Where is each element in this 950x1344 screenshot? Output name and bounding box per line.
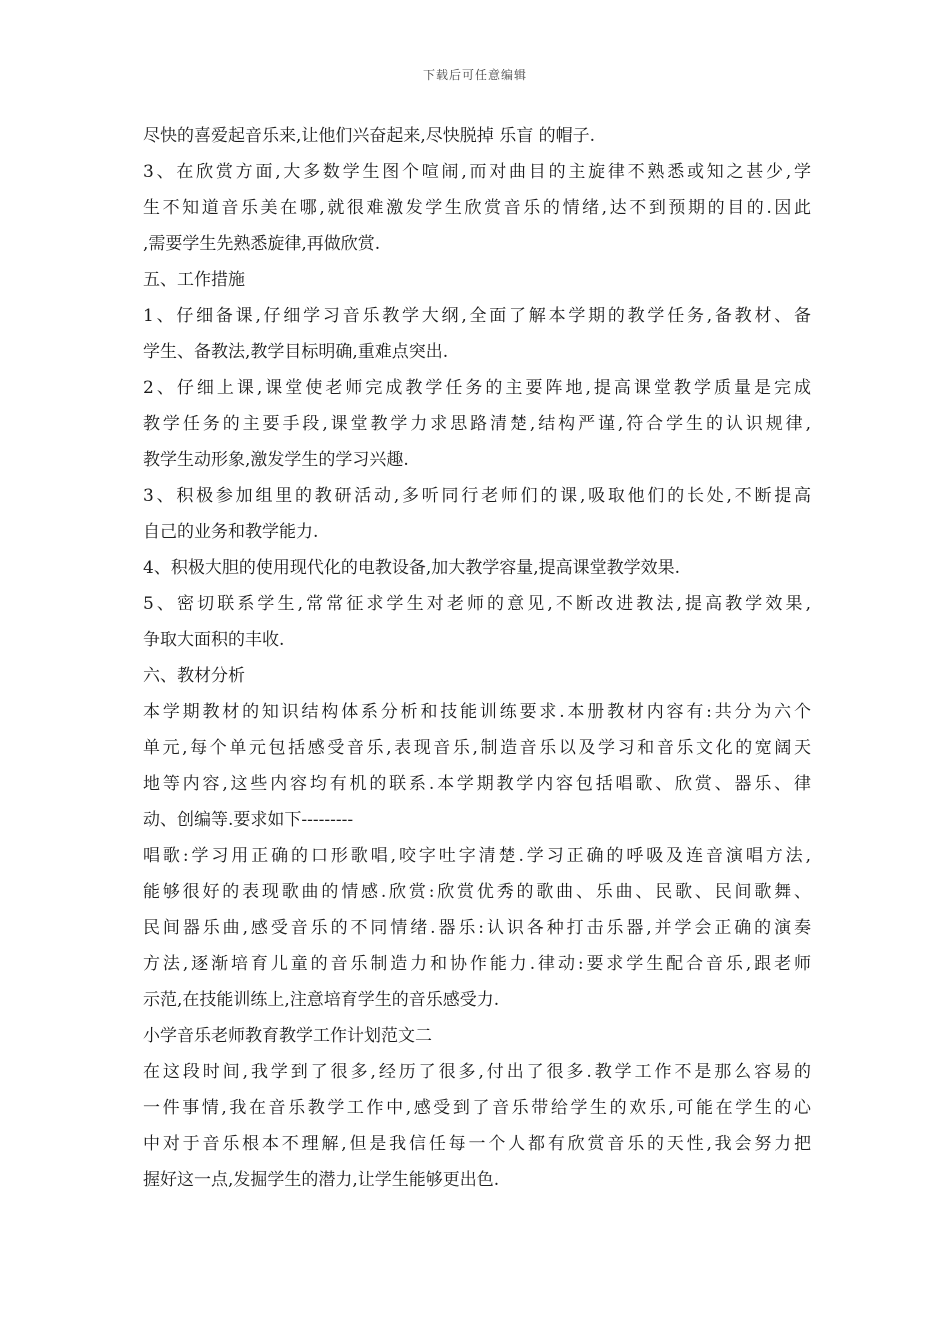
text-line: ,需要学生先熟悉旋律,再做欣赏.: [143, 234, 381, 254]
text-line: 能够很好的表现歌曲的情感.欣赏:欣赏优秀的歌曲、乐曲、民歌、民间歌舞、: [143, 882, 811, 902]
text-line: 六、教材分析: [143, 666, 245, 686]
document-body: [143, 118, 811, 1198]
text-line: 3、积极参加组里的教研活动,多听同行老师们的课,吸取他们的长处,不断提高: [143, 486, 811, 506]
text-line: 方法,逐渐培育儿童的音乐制造力和协作能力.律动:要求学生配合音乐,跟老师: [143, 954, 811, 974]
text-line: 小学音乐老师教育教学工作计划范文二: [143, 1026, 432, 1046]
text-line: 生不知道音乐美在哪,就很难激发学生欣赏音乐的情绪,达不到预期的目的.因此: [143, 198, 811, 218]
text-line: 民间器乐曲,感受音乐的不同情绪.器乐:认识各种打击乐器,并学会正确的演奏: [143, 918, 811, 938]
text-line: 在这段时间,我学到了很多,经历了很多,付出了很多.教学工作不是那么容易的: [143, 1062, 811, 1082]
text-line: 单元,每个单元包括感受音乐,表现音乐,制造音乐以及学习和音乐文化的宽阔天: [143, 738, 811, 758]
text-line: 地等内容,这些内容均有机的联系.本学期教学内容包括唱歌、欣赏、器乐、律: [143, 774, 811, 794]
text-line: 自己的业务和教学能力.: [143, 522, 319, 542]
text-line: 2、仔细上课,课堂使老师完成教学任务的主要阵地,提高课堂教学质量是完成: [143, 378, 811, 398]
text-line: 4、积极大胆的使用现代化的电教设备,加大教学容量,提高课堂教学效果.: [143, 558, 681, 578]
text-line: 学生、备教法,教学目标明确,重难点突出.: [143, 342, 449, 362]
text-line: 中对于音乐根本不理解,但是我信任每一个人都有欣赏音乐的天性,我会努力把: [143, 1134, 811, 1154]
text-line: 示范,在技能训练上,注意培育学生的音乐感受力.: [143, 990, 500, 1010]
text-line: 1、仔细备课,仔细学习音乐教学大纲,全面了解本学期的教学任务,备教材、备: [143, 306, 811, 326]
text-line: 教学生动形象,激发学生的学习兴趣.: [143, 450, 409, 470]
text-line: 5、密切联系学生,常常征求学生对老师的意见,不断改进教法,提高教学效果,: [143, 594, 811, 614]
text-line: 3、在欣赏方面,大多数学生图个喧闹,而对曲目的主旋律不熟悉或知之甚少,学: [143, 162, 811, 182]
text-line: 争取大面积的丰收.: [143, 630, 285, 650]
text-line: 动、创编等.要求如下---------: [143, 810, 354, 830]
text-line: 握好这一点,发掘学生的潜力,让学生能够更出色.: [143, 1170, 500, 1190]
text-line: 一件事情,我在音乐教学工作中,感受到了音乐带给学生的欢乐,可能在学生的心: [143, 1098, 811, 1118]
text-line: 五、工作措施: [143, 270, 245, 290]
page-header: 下载后可任意编辑: [422, 68, 527, 82]
text-line: 尽快的喜爱起音乐来,让他们兴奋起来,尽快脱掉 乐盲 的帽子.: [143, 126, 596, 146]
text-line: 本学期教材的知识结构体系分析和技能训练要求.本册教材内容有:共分为六个: [143, 702, 811, 722]
text-line: 唱歌:学习用正确的口形歌唱,咬字吐字清楚.学习正确的呼吸及连音演唱方法,: [143, 846, 811, 866]
text-line: 教学任务的主要手段,课堂教学力求思路清楚,结构严谨,符合学生的认识规律,: [143, 414, 811, 434]
